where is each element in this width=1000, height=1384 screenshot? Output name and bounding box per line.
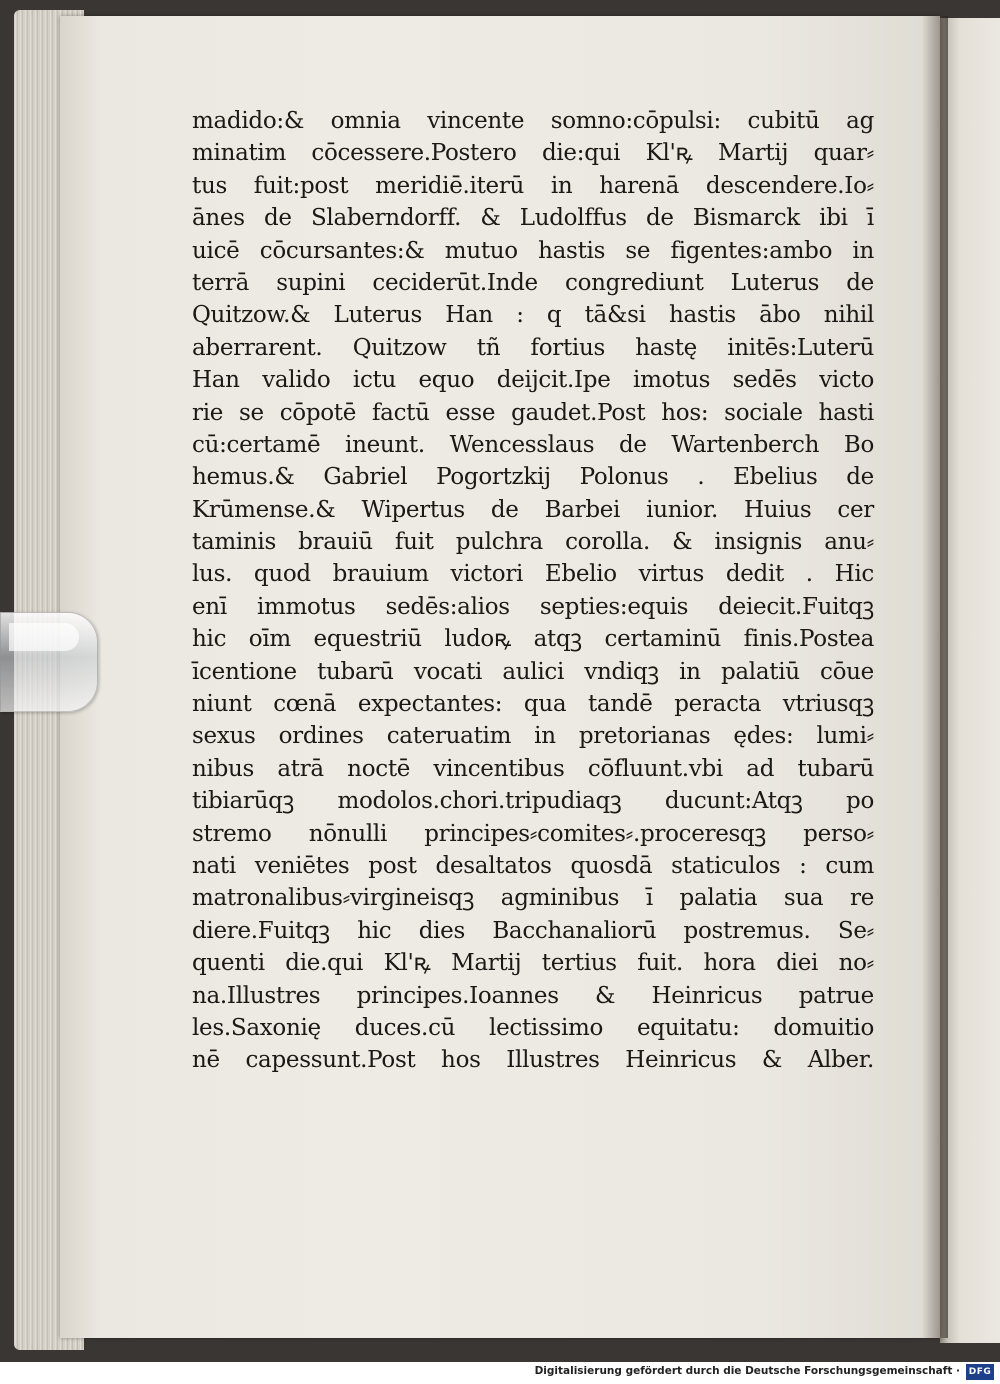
text-line: hemus.& Gabriel Pogortzkij Polonus . Ebelius de bbox=[192, 464, 874, 491]
text-line: ānes de Slaberndorff. & Ludolffus de Bismarck ibi ī bbox=[192, 205, 874, 232]
text-line: terrā supini ceciderūt.Inde congrediunt Luterus de bbox=[192, 269, 874, 296]
text-line: tus fuit:post meridiē.iterū in harenā descendere.Io⸗ bbox=[192, 172, 874, 199]
text-line: stremo nōnulli principes⸗comites⸗.proceresqꝫ perso⸗ bbox=[192, 820, 874, 847]
text-line: lus. quod brauium victori Ebelio virtus dedit . Hic bbox=[192, 561, 874, 588]
text-line: na.Illustres principes.Ioannes & Heinricus patrue bbox=[192, 982, 874, 1009]
text-line: uicē cōcursantes:& mutuo hastis se figentes:ambo in bbox=[192, 237, 874, 264]
text-line: enī immotus sedēs:alios septies:equis deiecit.Fuitqꝫ bbox=[192, 593, 874, 620]
text-line: madido:& omnia vincente somno:cōpulsi: cubitū ag bbox=[192, 108, 874, 134]
text-line: nibus atrā noctē vincentibus cōfluunt.vbi ad tubarū bbox=[192, 755, 874, 782]
text-line: Han valido ictu equo deijcit.Ipe imotus sedēs victo bbox=[192, 367, 874, 394]
text-line: minatim cōcessere.Postero die:qui Kl'ꝶ Martij quar⸗ bbox=[192, 140, 874, 167]
page-clip bbox=[0, 612, 98, 712]
text-line: Quitzow.& Luterus Han : q tā&si hastis ābo nihil bbox=[192, 302, 874, 329]
page-text-block bbox=[192, 105, 874, 1077]
text-line: sexus ordines cateruatim in pretorianas ędes: lumi⸗ bbox=[192, 723, 874, 750]
text-line: matronalibus⸗virgineisqꝫ agminibus ī palatia sua re bbox=[192, 885, 874, 912]
text-line: quenti die.qui Kl'ꝶ Martij tertius fuit. hora diei no⸗ bbox=[192, 950, 874, 977]
text-line: taminis brauiū fuit pulchra corolla. & insignis anu⸗ bbox=[192, 529, 874, 556]
text-line: les.Saxonię duces.cū lectissimo equitatu: domuitio bbox=[192, 1014, 874, 1041]
text-line: īcentione tubarū vocati aulici vndiqꝫ in palatiū cōue bbox=[192, 658, 874, 685]
text-line: tibiarūqꝫ modolos.chori.tripudiaqꝫ ducunt:Atqꝫ po bbox=[192, 788, 874, 815]
book-gutter-shadow bbox=[922, 16, 948, 1338]
text-line: hic oīm equestriū ludoꝶ atqꝫ certaminū finis.Postea bbox=[192, 626, 874, 653]
text-line: diere.Fuitqꝫ hic dies Bacchanaliorū postremus. Se⸗ bbox=[192, 917, 874, 944]
text-line: rie se cōpotē factū esse gaudet.Post hos: sociale hasti bbox=[192, 399, 874, 426]
text-line: nati veniētes post desaltatos quosdā staticulos : cum bbox=[192, 852, 874, 879]
footer-credit: Digitalisierung gefördert durch die Deutsche Forschungsgemeinschaft · bbox=[534, 1365, 960, 1377]
text-line: Krūmense.& Wipertus de Barbei iunior. Huius cer bbox=[192, 496, 874, 523]
dfg-logo: DFG bbox=[966, 1364, 994, 1380]
text-line: aberrarent. Quitzow tñ fortius hastę initēs:Luterū bbox=[192, 334, 874, 361]
facing-page-edge bbox=[940, 18, 1000, 1343]
text-line: cū:certamē ineunt. Wencesslaus de Wartenberch Bo bbox=[192, 431, 874, 458]
page-clip-highlight bbox=[9, 623, 79, 651]
text-line: niunt cœnā expectantes: qua tandē peracta vtriusqꝫ bbox=[192, 691, 874, 718]
text-line: nē capessunt.Post hos Illustres Heinricus & Alber. bbox=[192, 1047, 874, 1074]
